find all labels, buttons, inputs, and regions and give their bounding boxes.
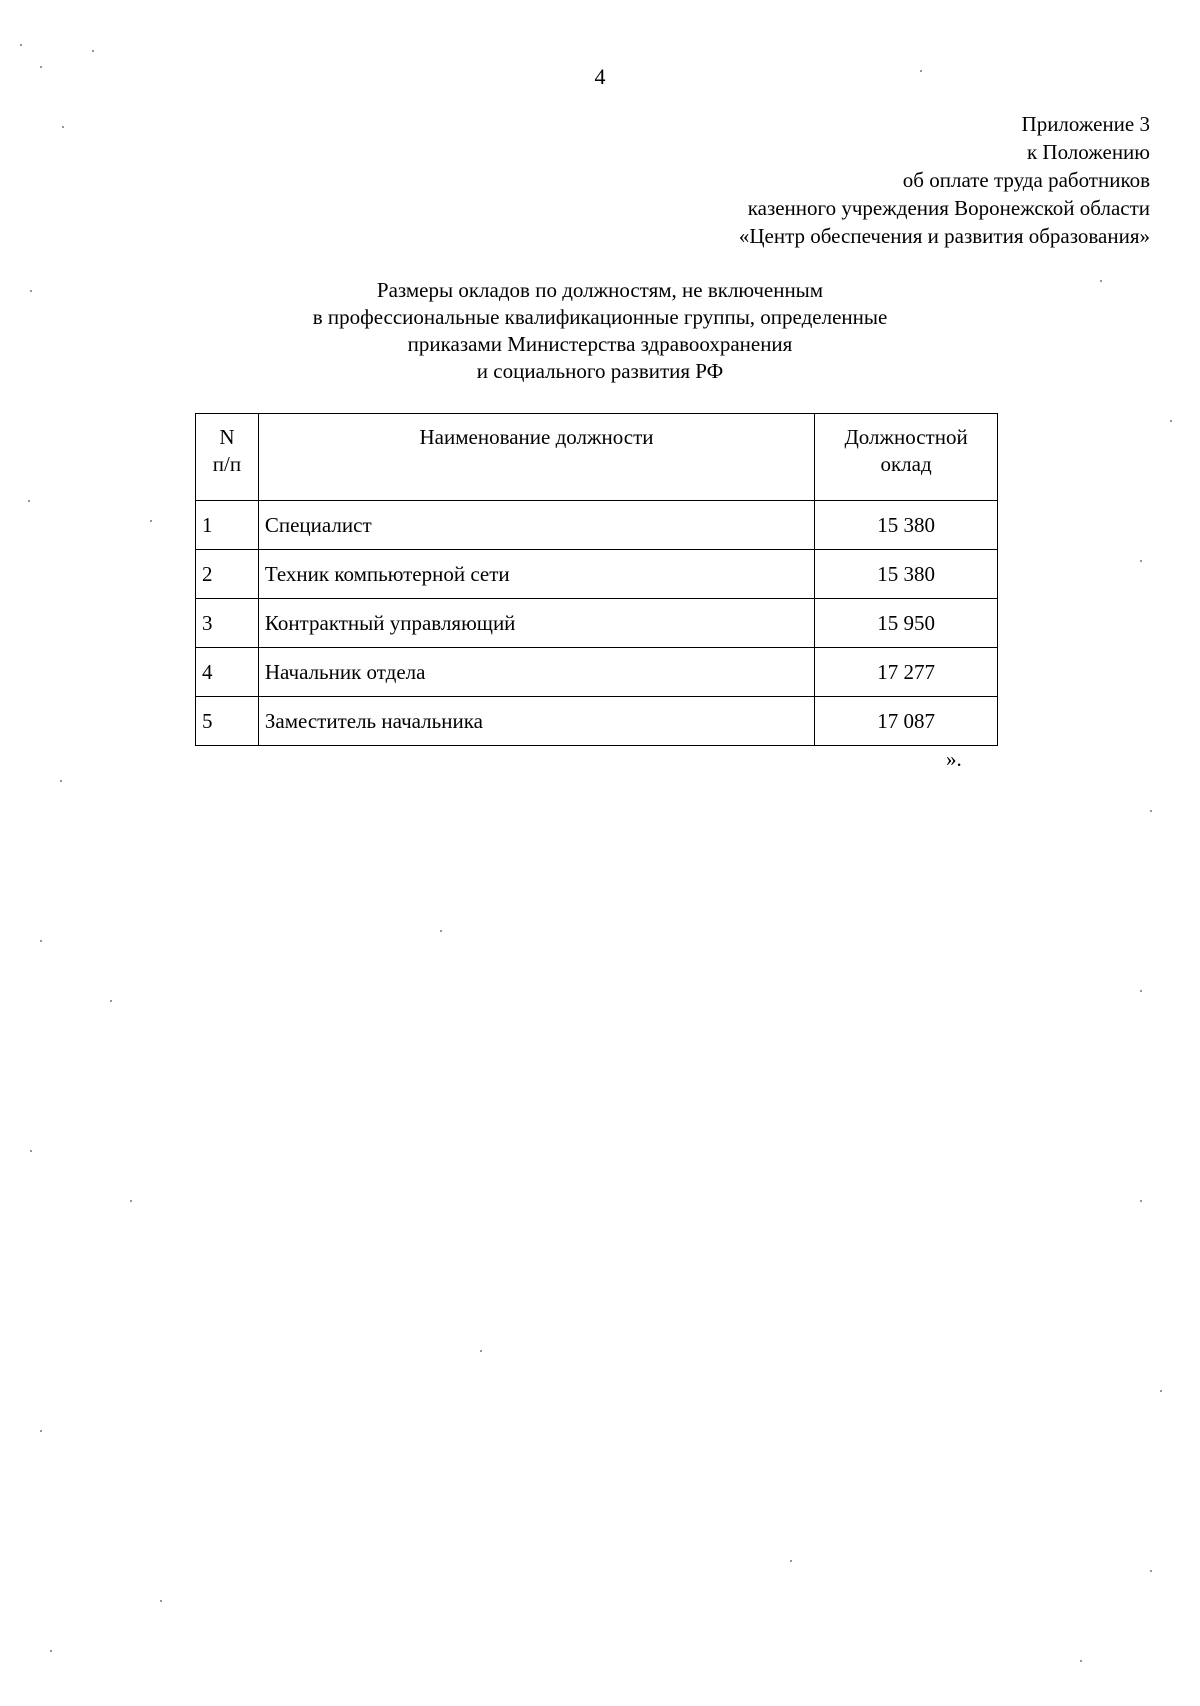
row-salary: 15 380: [815, 550, 998, 599]
row-number: 1: [196, 501, 259, 550]
appendix-line: «Центр обеспечения и развития образования»: [738, 224, 1150, 248]
row-salary: 17 277: [815, 648, 998, 697]
row-position-name: Начальник отдела: [258, 648, 814, 697]
scan-speck: [1140, 560, 1142, 562]
scan-speck: [1150, 810, 1152, 812]
table-row: [196, 697, 998, 746]
scan-speck: [440, 930, 442, 932]
scan-speck: [1140, 990, 1142, 992]
appendix-line: к Положению: [1026, 140, 1150, 164]
table-body: [196, 501, 998, 746]
row-number: 5: [196, 697, 259, 746]
scan-speck: [1150, 1570, 1152, 1572]
scan-speck: [40, 1430, 42, 1432]
row-salary: 17 087: [815, 697, 998, 746]
header-number-line2: п/п: [212, 452, 242, 476]
scan-speck: [30, 290, 32, 292]
scan-speck: [1100, 280, 1102, 282]
table-row: [196, 599, 998, 648]
page-number: 4: [594, 64, 606, 89]
scan-speck: [60, 780, 62, 782]
header-position-name: Наименование должности: [258, 414, 814, 501]
table-row: [196, 550, 998, 599]
table-row: [196, 501, 998, 550]
scan-speck: [160, 1600, 162, 1602]
header-salary-line1: Должностной: [844, 425, 968, 449]
header-number-line1: N: [219, 425, 235, 449]
scan-speck: [130, 1200, 132, 1202]
scan-speck: [1140, 1200, 1142, 1202]
scan-speck: [92, 50, 94, 52]
header-number: [196, 414, 259, 501]
appendix-line: об оплате труда работников: [902, 168, 1150, 192]
row-number: 3: [196, 599, 259, 648]
table-header: [196, 414, 998, 501]
scan-speck: [1080, 1660, 1082, 1662]
scan-speck: [480, 1350, 482, 1352]
row-salary: 15 380: [815, 501, 998, 550]
appendix-header: [450, 110, 1150, 250]
title-line: и социального развития РФ: [476, 359, 724, 383]
closing-quote-mark: ».: [946, 747, 962, 771]
salary-table: [195, 413, 998, 746]
scan-speck: [50, 1650, 52, 1652]
scan-speck: [1170, 420, 1172, 422]
scan-speck: [30, 1150, 32, 1152]
scan-speck: [110, 1000, 112, 1002]
title-line: Размеры окладов по должностям, не включенным: [376, 278, 824, 302]
scan-speck: [790, 1560, 792, 1562]
scan-speck: [1160, 1390, 1162, 1392]
header-salary-line2: оклад: [880, 452, 932, 476]
scan-speck: [920, 70, 922, 72]
scan-speck: [28, 500, 30, 502]
scan-speck: [20, 44, 22, 46]
title-line: приказами Министерства здравоохранения: [407, 332, 793, 356]
row-position-name: Техник компьютерной сети: [258, 550, 814, 599]
header-row: [196, 414, 998, 501]
appendix-line: казенного учреждения Воронежской области: [747, 196, 1150, 220]
appendix-line: Приложение 3: [1021, 112, 1150, 136]
row-position-name: Заместитель начальника: [258, 697, 814, 746]
row-salary: 15 950: [815, 599, 998, 648]
document-title: [0, 277, 1200, 385]
scan-speck: [62, 126, 64, 128]
table-row: [196, 648, 998, 697]
title-line: в профессиональные квалификационные группы, определенные: [312, 305, 888, 329]
scan-speck: [150, 520, 152, 522]
row-number: 4: [196, 648, 259, 697]
header-salary: [815, 414, 998, 501]
scan-speck: [40, 66, 42, 68]
row-position-name: Специалист: [258, 501, 814, 550]
row-number: 2: [196, 550, 259, 599]
scan-speck: [40, 940, 42, 942]
row-position-name: Контрактный управляющий: [258, 599, 814, 648]
